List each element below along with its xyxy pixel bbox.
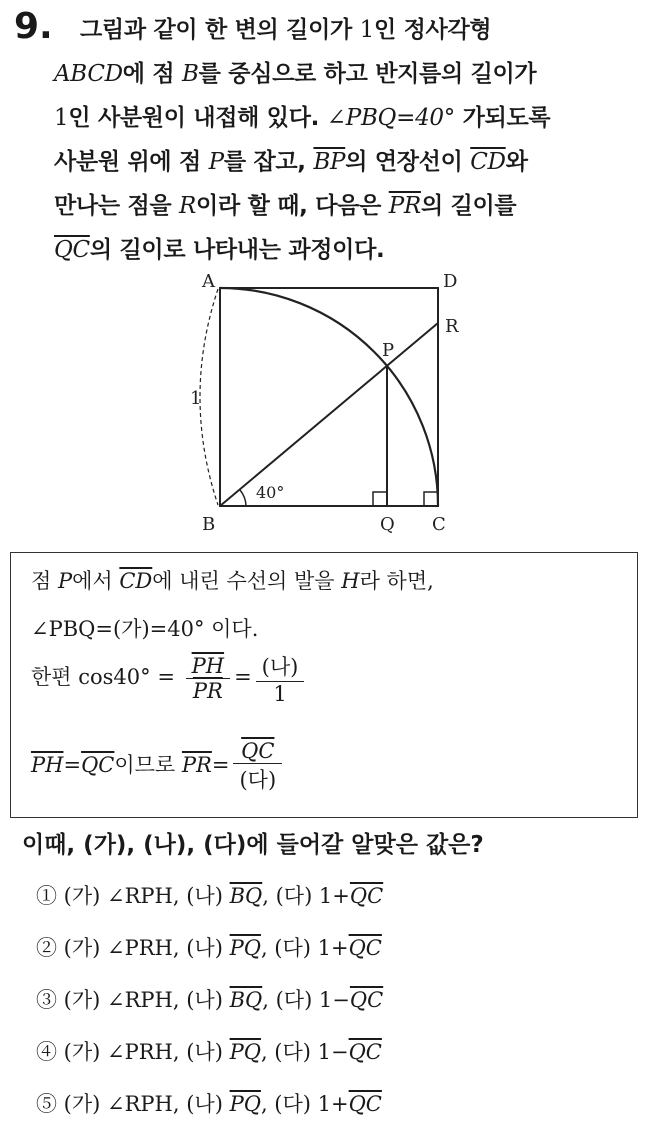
label-r: R <box>445 316 459 337</box>
fraction-qc-da: $\frac{\overline{QC}}{\text{(다)}}$ <box>233 739 282 794</box>
fraction-ph-pr: $\frac{\overline{PH}}{PR}$ <box>186 654 230 703</box>
choice-3[interactable]: ③ (가) ∠RPH, (나) $\overline{BQ}$, (다) $1-\overline{QC}$ <box>36 988 384 1012</box>
ask-text: 이때, (가), (나), (다)에 들어갈 알맞은 값은? <box>22 832 484 858</box>
dashed-arc <box>200 289 218 505</box>
geometry-figure <box>160 262 500 542</box>
choice-1[interactable]: ① (가) ∠RPH, (나) $\overline{BQ}$, (다) $1+\overline{QC}$ <box>36 884 384 908</box>
choice-5[interactable]: ⑤ (가) ∠RPH, (나) $\overline{PQ}$, (다) $1+\overline{QC}$ <box>36 1092 382 1116</box>
label-d: D <box>443 271 458 292</box>
right-angle-c <box>424 492 438 506</box>
box-line-4: $\overline{PH}=\overline{QC}$이므로 $\overline{PR}=$ $\frac{\overline{QC}}{\text{(다)}}$ <box>31 739 286 794</box>
box-line-2: ∠PBQ=(가)=40° 이다. <box>31 617 259 641</box>
choice-2[interactable]: ② (가) ∠PRH, (나) $\overline{PQ}$, (다) $1+\overline{QC}$ <box>36 936 382 960</box>
fraction-na-1: $\frac{\text{(나)}}{1}$ <box>256 651 305 706</box>
square-abcd <box>220 288 438 506</box>
angle-arc <box>240 490 246 506</box>
box-line-3: 한편 cos40° = $\frac{\overline{PH}}{PR}$ = $\frac{\text{(나)}}{1}$ <box>31 651 308 706</box>
label-p: P <box>382 340 395 361</box>
label-c: C <box>432 514 446 535</box>
line-br <box>220 323 438 506</box>
right-angle-q <box>373 492 387 506</box>
label-angle: 40° <box>256 483 285 502</box>
question-stem: 그림과 같이 한 변의 길이가 1인 정사각형 ABCD에 점 B를 중심으로 하고 반지름의 길이가 1인 사분원이 내접해 있다. ∠PBQ=40° 가되도록 사분원 위에 점 P를 잡고, $\overline{BP}$의 연장선이 $\overline{CD}$와 만나는 점을 R이라 할 때, 다음은 $\overline{PR}$의 길이를 $\overline{QC}$의 길이로 나타내는 과정이다. <box>54 17 551 263</box>
box-line-1: 점 P에서 $\overline{CD}$에 내린 수선의 발을 H라 하면, <box>31 569 434 593</box>
label-q: Q <box>380 514 395 535</box>
question-number: 9. <box>14 6 53 47</box>
label-b: B <box>202 514 216 535</box>
solution-box <box>10 552 638 818</box>
label-a: A <box>202 271 215 292</box>
choice-4[interactable]: ④ (가) ∠PRH, (나) $\overline{PQ}$, (다) $1-\overline{QC}$ <box>36 1040 382 1064</box>
quarter-arc <box>220 288 438 506</box>
label-side: 1 <box>190 388 202 409</box>
